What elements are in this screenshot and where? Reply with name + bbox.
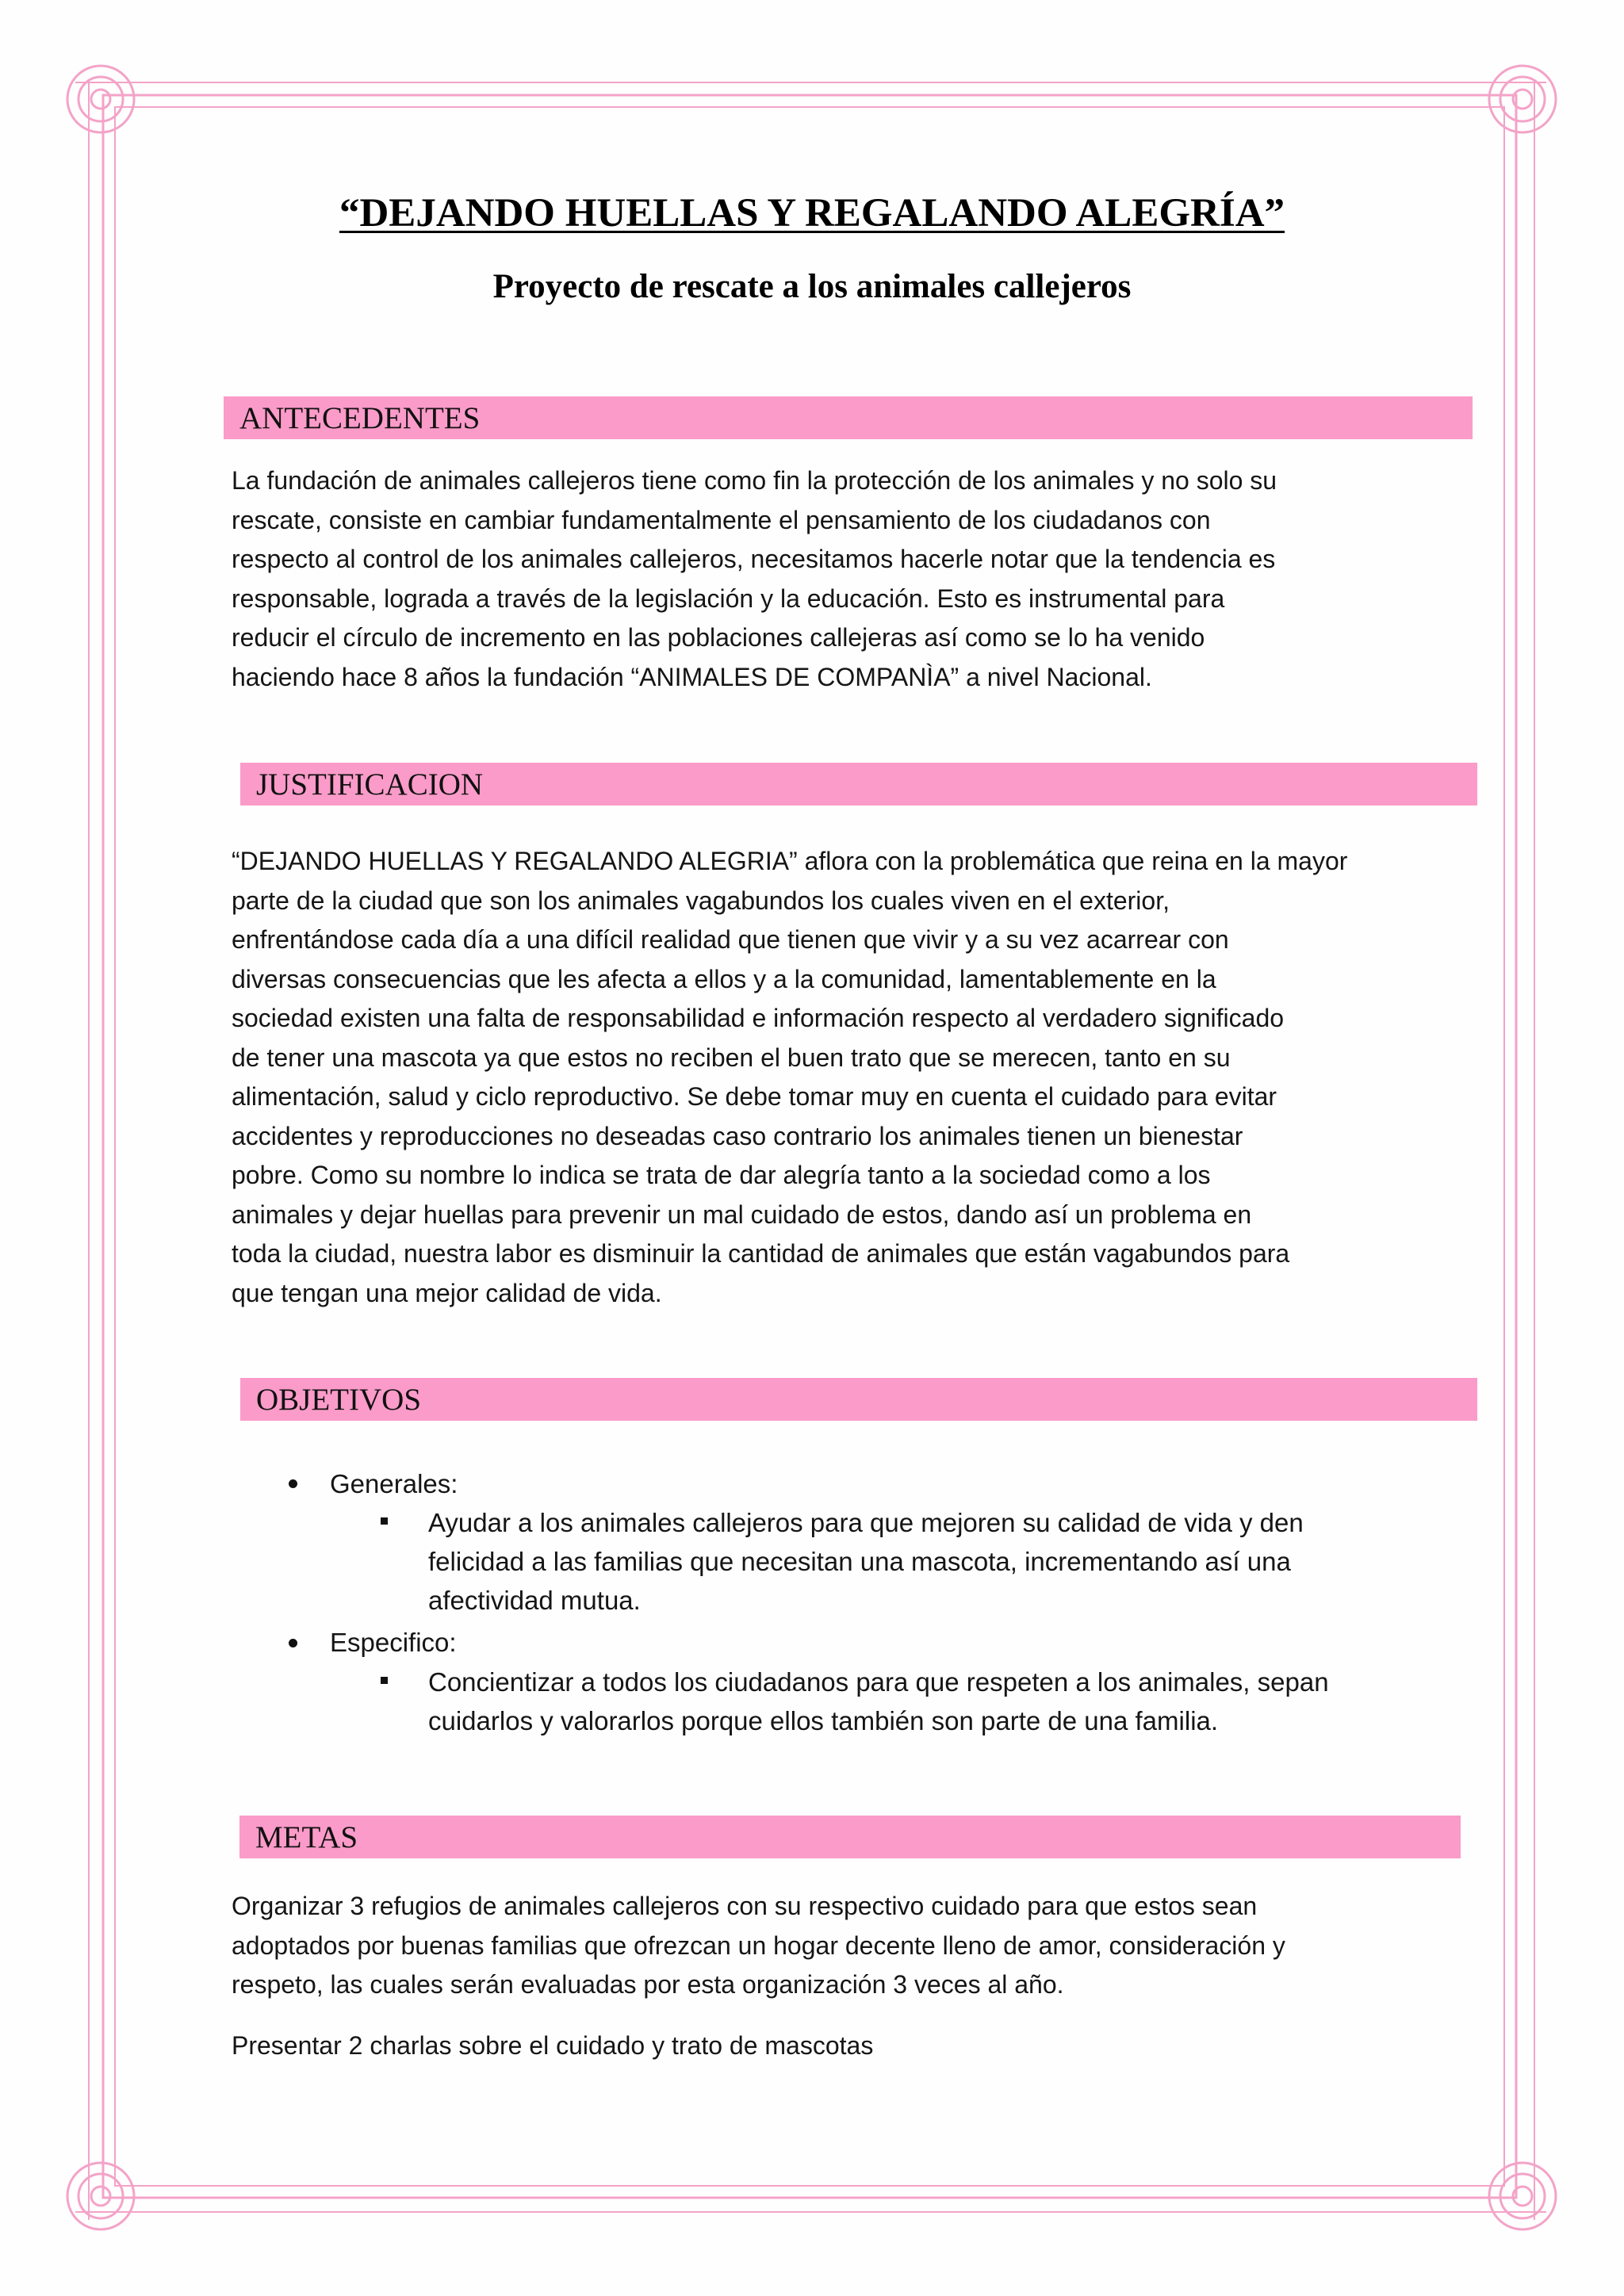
bullet-square-generales [381,1517,388,1525]
section-heading-metas: METAS [239,1816,1461,1858]
bullet-dot-especifico [289,1639,297,1647]
section-heading-antecedentes: ANTECEDENTES [224,396,1473,439]
corner-ornament-bottom-right [1489,2163,1556,2229]
document-title: “DEJANDO HUELLAS Y REGALANDO ALEGRÍA” [339,191,1285,235]
section-heading-objetivos: OBJETIVOS [240,1378,1477,1421]
objetivos-generales-text: Ayudar a los animales callejeros para que mejoren su calidad de vida y den felicidad a las familias que necesitan una mascota, incrementando así una afectividad mutua. [428,1508,1304,1615]
objetivos-especifico-text: Concientizar a todos los ciudadanos para que respeten a los animales, sepan cuidarlos y valorarlos porque ellos también son parte de una familia. [428,1667,1329,1735]
objetivos-especifico-label: Especifico: [330,1628,457,1657]
corner-ornament-top-right [1489,66,1556,132]
corner-ornament-bottom-left [67,2163,134,2229]
bullet-square-especifico [381,1677,388,1684]
section-heading-justificacion: JUSTIFICACION [240,763,1477,806]
document-subtitle: Proyecto de rescate a los animales callejeros [492,268,1132,305]
antecedentes-paragraph: La fundación de animales callejeros tiene como fin la protección de los animales y no solo su rescate, consiste en cambiar fundamentalmente el pensamiento de los ciudadanos con respecto al control de los animales callejeros, necesitamos hacerle notar que la tendencia es responsable, lograda a través de la legislación y la educación. Esto es instrumental para reducir el círculo de incremento en las poblaciones callejeras así como se lo ha venido haciendo hace 8 años la fundación “ANIMALES DE COMPANÌA” a nivel Nacional. [232,466,1277,691]
metas-paragraph: Organizar 3 refugios de animales callejeros con su respectivo cuidado para que estos sean adoptados por buenas familias que ofrezcan un hogar decente lleno de amor, consideración y respeto, las cuales serán evaluadas por esta organización 3 veces al año. [232,1892,1285,1999]
justificacion-paragraph: “DEJANDO HUELLAS Y REGALANDO ALEGRIA” aflora con la problemática que reina en la mayor parte de la ciudad que son los animales vagabundos los cuales viven en el exterior, enfrentándose cada día a una difícil realidad que tienen que vivir y a su vez acarrear con diversas consecuencias que les afecta a ellos y a la comunidad, lamentablemente en la sociedad existen una falta de responsabilidad e información respecto al verdadero significado de tener una mascota ya que estos no reciben el buen trato que se merecen, tanto en su alimentación, salud y ciclo reproductivo. Se debe tomar muy en cuenta el cuidado para evitar accidentes y reproducciones no deseadas caso contrario los animales tienen un bienestar pobre. Como su nombre lo indica se trata de dar alegría tanto a la sociedad como a los animales y dejar huellas para prevenir un mal cuidado de estos, dando así un problema en toda la ciudad, nuestra labor es disminuir la cantidad de animales que están vagabundos para que tengan una mejor calidad de vida. [232,847,1348,1307]
metas-extra-line: Presentar 2 charlas sobre el cuidado y trato de mascotas [232,2031,874,2060]
bullet-dot-generales [289,1479,297,1488]
corner-ornament-top-left [67,66,134,132]
objetivos-generales-label: Generales: [330,1469,458,1498]
